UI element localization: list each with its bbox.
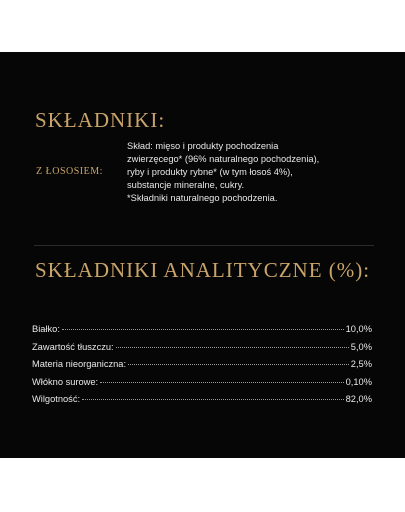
- ingredients-line: Skład: mięso i produkty pochodzenia: [127, 141, 279, 151]
- analytic-row: [32, 359, 372, 377]
- analytic-row: [32, 324, 372, 342]
- analytic-row-value: 2,5%: [350, 359, 372, 369]
- ingredients-heading: SKŁADNIKI:: [35, 108, 166, 132]
- analytic-row-value: 0,10%: [345, 376, 372, 387]
- analytic-row-value: 5,0%: [350, 341, 372, 352]
- dotted-leader: [100, 382, 343, 383]
- ingredients-line: ryby i produkty rybne* (w tym łosoś 4%),: [127, 167, 293, 177]
- analytic-row-label: Materia nieorganiczna:: [32, 359, 127, 369]
- analytic-row-value: 10,0%: [345, 324, 372, 334]
- analytic-row-label: Włókno surowe:: [32, 376, 99, 387]
- ingredients-line: zwierzęcego* (96% naturalnego pochodzenia),: [127, 154, 320, 164]
- dotted-leader: [82, 399, 344, 400]
- variant-label: Z ŁOSOSIEM:: [36, 166, 103, 177]
- analytic-row: [32, 377, 372, 395]
- analytic-row-value: 82,0%: [345, 394, 372, 404]
- analytic-row: [32, 394, 372, 412]
- analytic-row-label: Wilgotność:: [32, 394, 81, 404]
- dotted-leader: [116, 347, 349, 348]
- analytic-heading: SKŁADNIKI ANALITYCZNE (%):: [35, 258, 371, 282]
- dotted-leader: [128, 364, 349, 365]
- analytic-table: [32, 324, 372, 412]
- section-divider: [34, 245, 374, 246]
- ingredients-panel: [0, 52, 405, 458]
- analytic-row: [32, 342, 372, 360]
- analytic-row-label: Zawartość tłuszczu:: [32, 341, 114, 352]
- ingredients-text: [127, 140, 387, 205]
- ingredients-line: *Składniki naturalnego pochodzenia.: [127, 193, 278, 203]
- ingredients-line: substancje mineralne, cukry.: [127, 180, 245, 190]
- analytic-row-label: Białko:: [32, 324, 60, 334]
- dotted-leader: [62, 329, 344, 330]
